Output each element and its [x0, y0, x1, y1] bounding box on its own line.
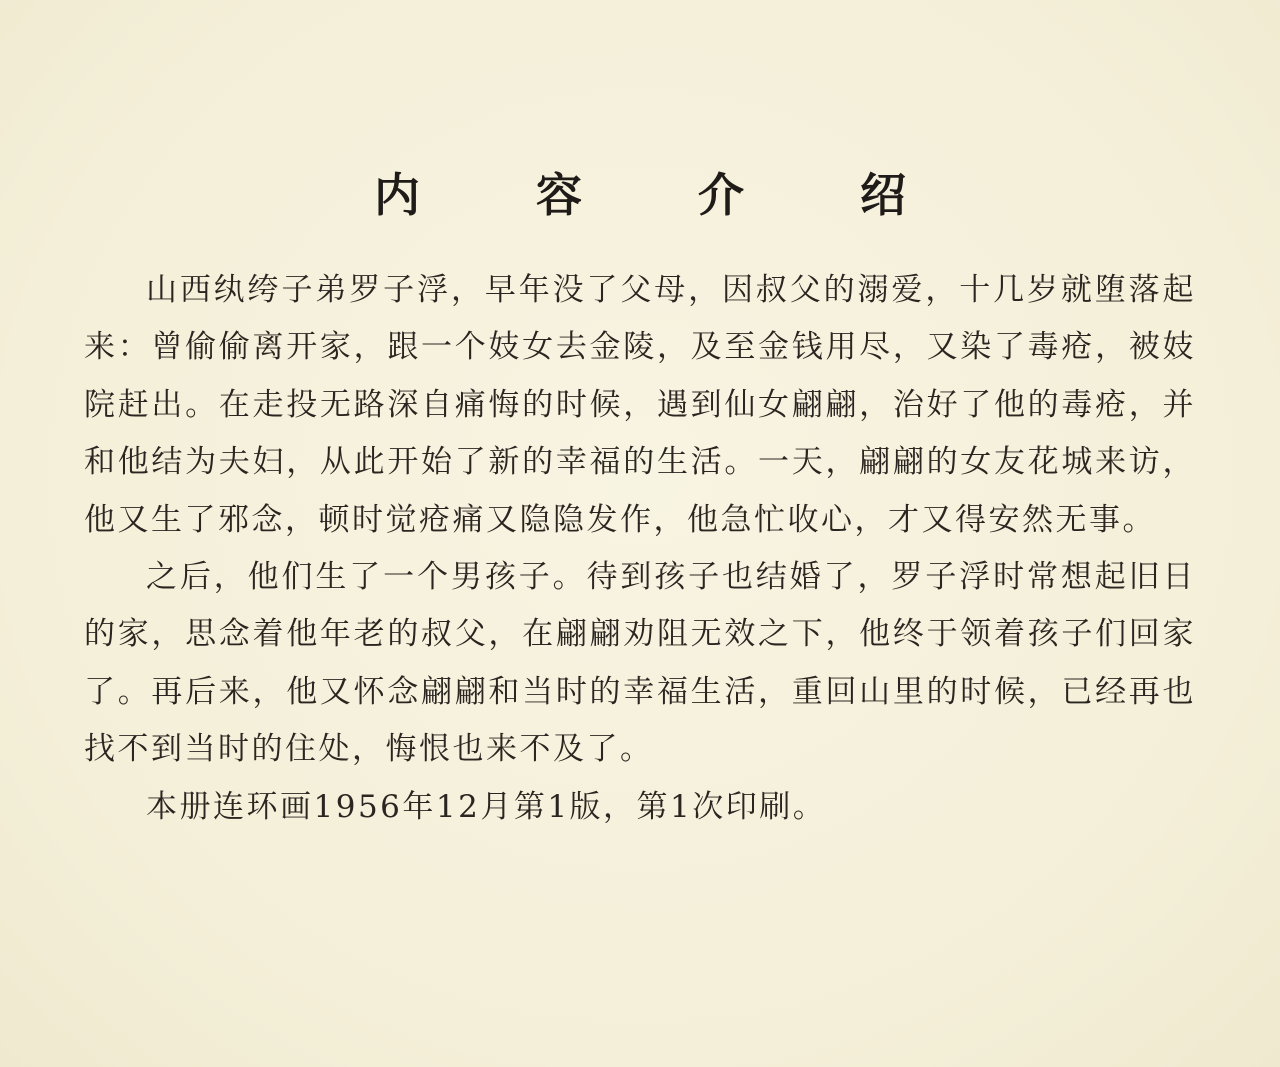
- paragraph-publication-note: 本册连环画1956年12月第1版，第1次印刷。: [146, 788, 827, 825]
- paragraph-story-ending: 之后，他们生了一个男孩子。待到孩子也结婚了，罗子浮时常想起旧日的家，思念着他年老的叔父，在翩翩劝阻无效之下，他终于领着孩子们回家了。再后来，他又怀念翩翩和当时的幸福生活，重回山里的时候，已经再也找不到当时的住处，悔恨也来不及了。: [84, 559, 1196, 768]
- paragraph-story-intro: 山西纨绔子弟罗子浮，早年没了父母，因叔父的溺爱，十几岁就堕落起来：曾偷偷离开家，跟一个妓女去金陵，及至金钱用尽，又染了毒疮，被妓院赶出。在走投无路深自痛悔的时候，遇到仙女翩翩，治好了他的毒疮，并和他结为夫妇，从此开始了新的幸福的生活。一天，翩翩的女友花城来访，他又生了邪念，顿时觉疮痛又隐隐发作，他急忙收心，才又得安然无事。: [84, 272, 1196, 538]
- content-body: [84, 262, 1196, 836]
- page-title: 内 容 介 绍: [373, 168, 957, 222]
